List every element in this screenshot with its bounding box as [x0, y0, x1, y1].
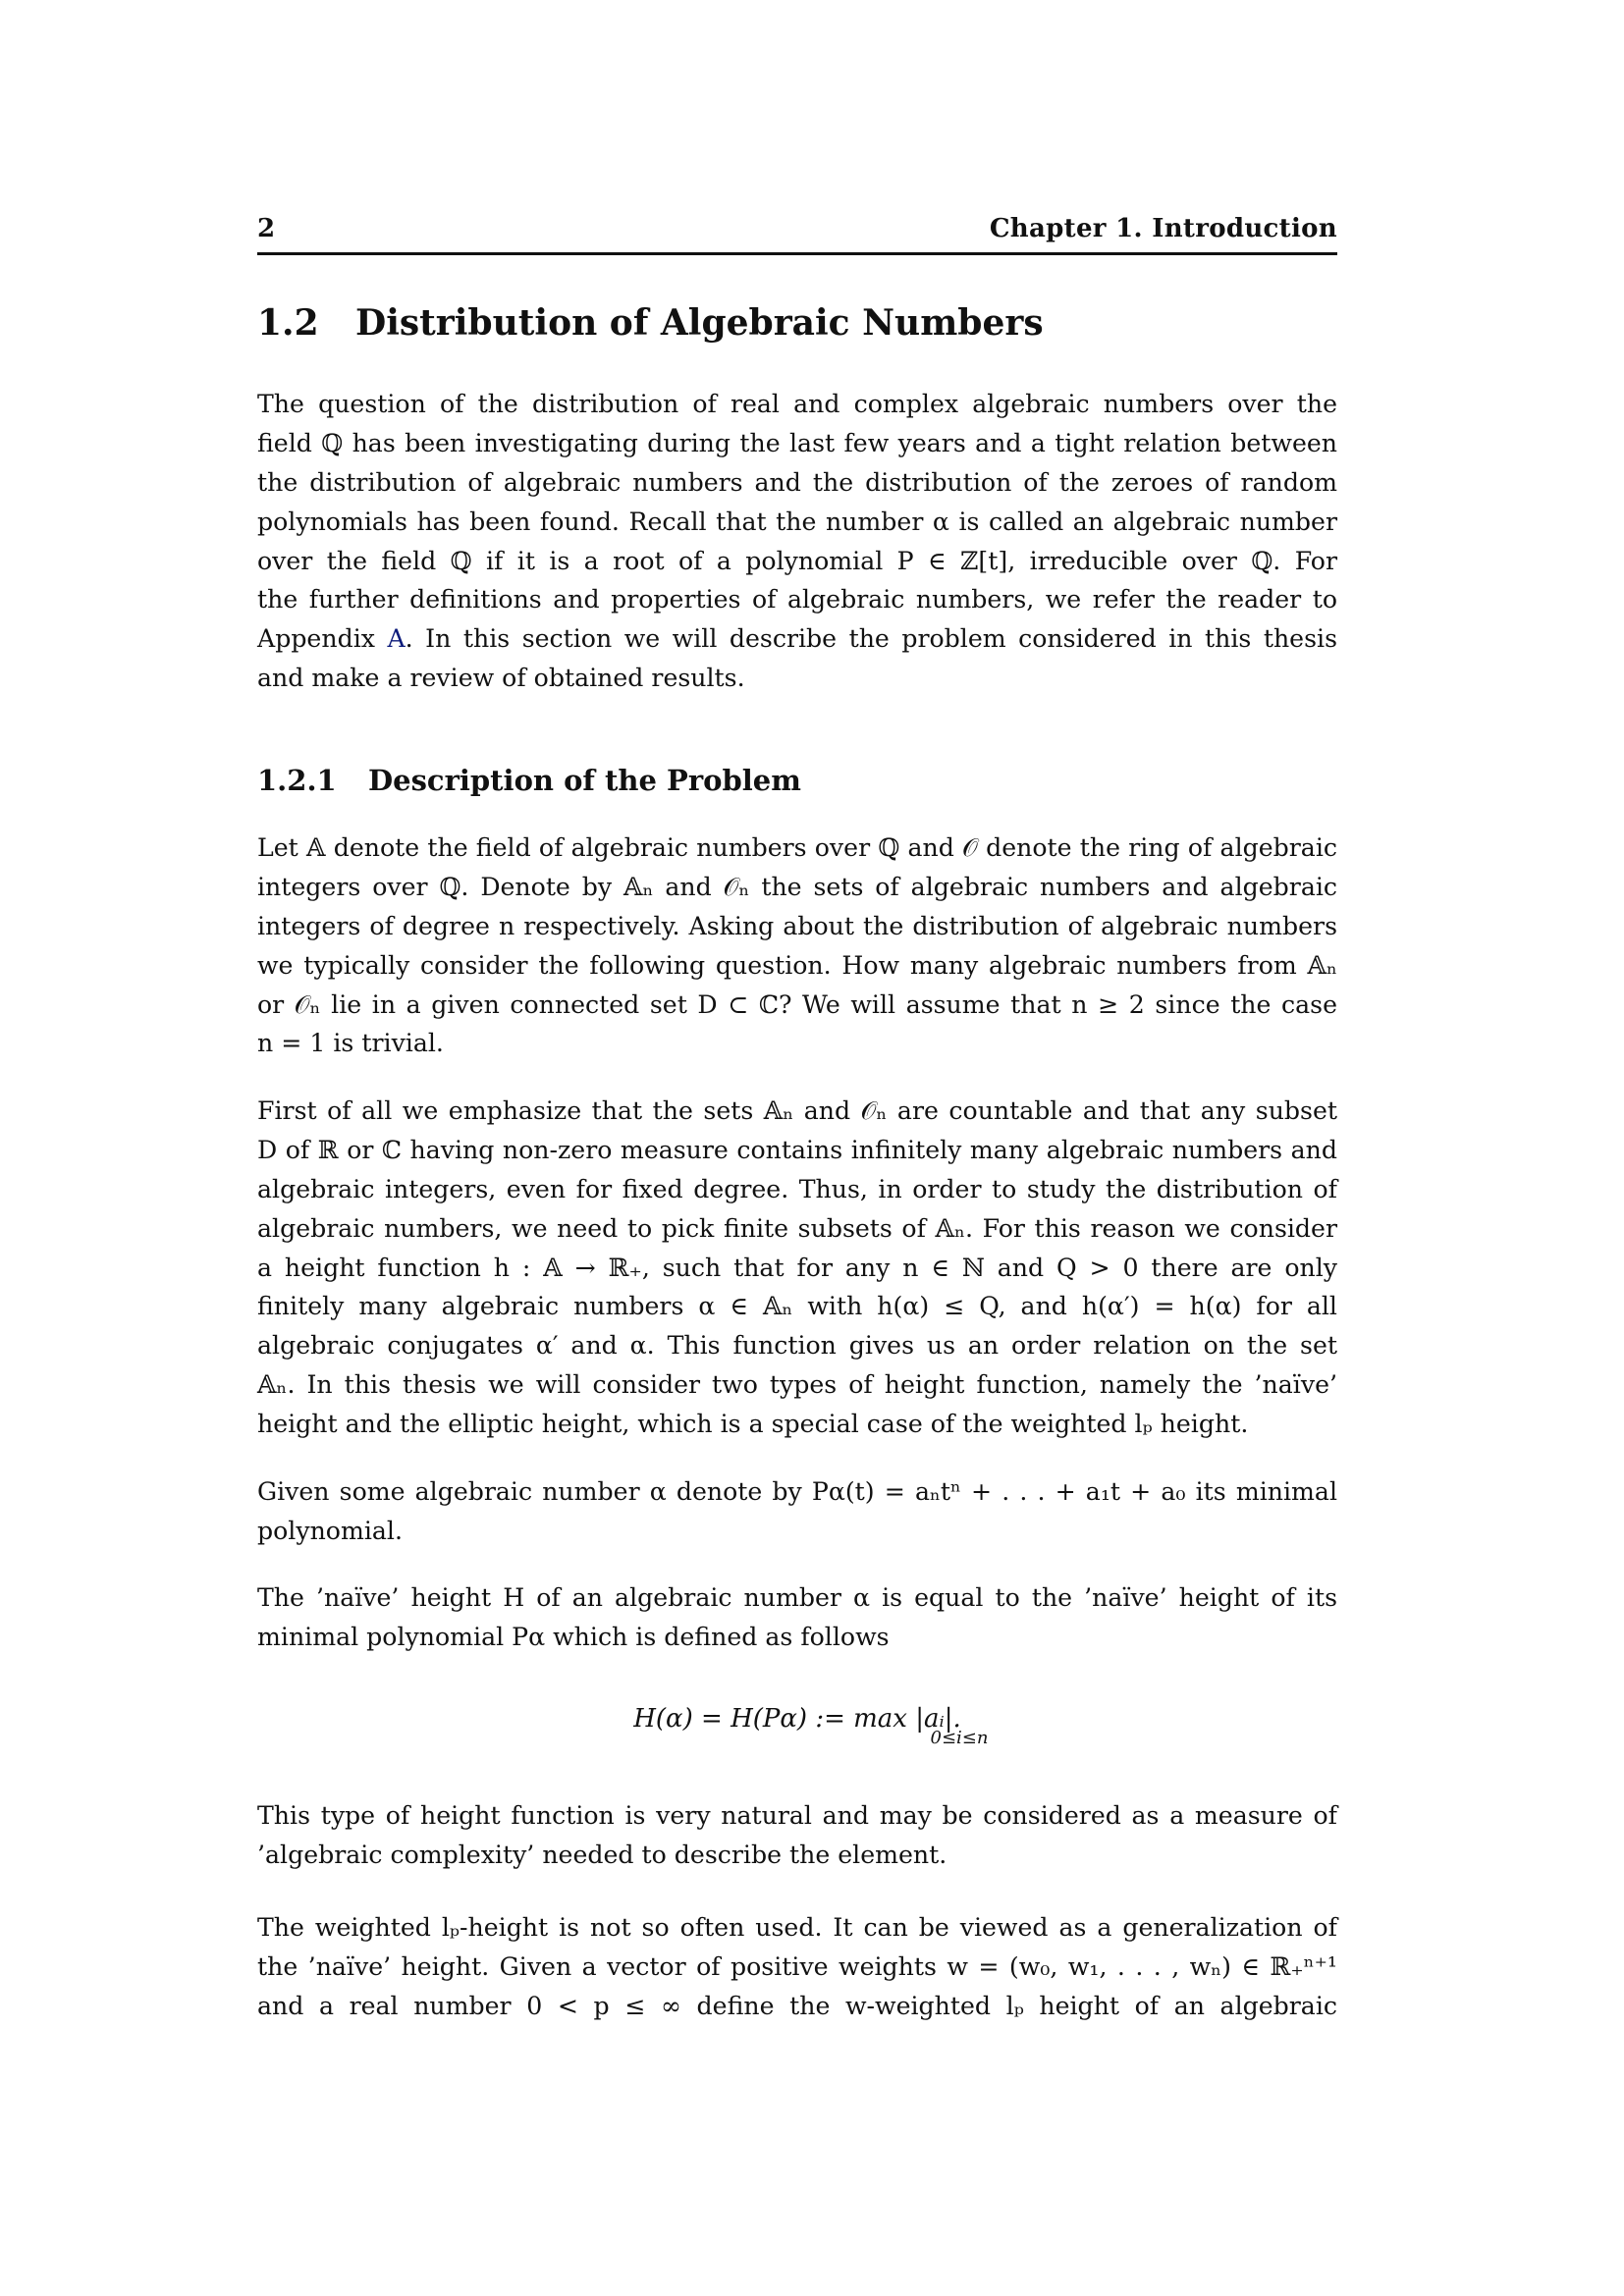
text-fragment: Appendix: [257, 624, 388, 654]
text-line: or 𝒪ₙ lie in a given connected set D ⊂ ℂ? We will assume that n ≥ 2 since the case: [257, 989, 1337, 1019]
text-line: The question of the distribution of real and complex algebraic numbers over the: [257, 390, 1337, 418]
paragraph: [257, 1472, 1337, 1551]
text-line: algebraic conjugates α′ and α. This function gives us an order relation on the set: [257, 1331, 1337, 1361]
text-line: 𝔸ₙ. In this thesis we will consider two types of height function, namely the ’naïve’: [257, 1370, 1337, 1400]
text-line: D of ℝ or ℂ having non-zero measure contains infinitely many algebraic numbers and: [257, 1135, 1337, 1164]
text-line: the distribution of algebraic numbers and the distribution of the zeroes of random: [257, 467, 1337, 497]
text-line: height and the elliptic height, which is a special case of the weighted lₚ height.: [257, 1410, 1249, 1439]
text-line: Let 𝔸 denote the field of algebraic numbers over ℚ and 𝒪 denote the ring of algebraic: [257, 833, 1337, 862]
text-line: ’algebraic complexity’ needed to describe the element.: [257, 1840, 947, 1869]
section-number: 1.2: [257, 302, 319, 344]
subsection-heading: [257, 764, 801, 797]
text-line: the ’naïve’ height. Given a vector of positive weights w = (w₀, w₁, . . . , wₙ) ∈ ℝ₊ⁿ⁺¹: [257, 1951, 1337, 1981]
text-line: algebraic integers, even for fixed degree. Thus, in order to study the distribution of: [257, 1174, 1337, 1203]
paragraph: [257, 828, 1337, 1063]
text-line: finitely many algebraic numbers α ∈ 𝔸ₙ with h(α) ≤ Q, and h(α′) = h(α) for all: [257, 1292, 1337, 1321]
section-title: Distribution of Algebraic Numbers: [355, 302, 1044, 344]
paragraph: [257, 1578, 1337, 1657]
intro-paragraph: [257, 385, 1337, 698]
text-line: algebraic numbers, we need to pick finite subsets of 𝔸ₙ. For this reason we consider: [257, 1213, 1337, 1243]
appendix-link[interactable]: A: [387, 624, 406, 654]
text-line: The ’naïve’ height H of an algebraic number α is equal to the ’naïve’ height of its: [257, 1583, 1337, 1612]
text-line: the further definitions and properties of algebraic numbers, we refer the reader to: [257, 585, 1337, 614]
text-line: over the field ℚ if it is a root of a polynomial P ∈ ℤ[t], irreducible over ℚ. For: [257, 546, 1337, 575]
subsection-number: 1.2.1: [257, 764, 337, 797]
text-line: a height function h : 𝔸 → ℝ₊, such that for any n ∈ ℕ and Q > 0 there are only: [257, 1253, 1337, 1282]
text-line: polynomials has been found. Recall that the number α is called an algebraic number: [257, 507, 1337, 536]
display-equation: [257, 1704, 1337, 1748]
running-header: [257, 214, 1337, 249]
text-line: field ℚ has been investigating during the last few years and a tight relation between: [257, 428, 1337, 457]
text-line: and a real number 0 < p ≤ ∞ define the w-weighted lₚ height of an algebraic: [257, 1991, 1337, 2020]
paragraph: [257, 1796, 1337, 1875]
text-line: and make a review of obtained results.: [257, 664, 745, 693]
paragraph: [257, 1092, 1337, 1444]
text-line: Given some algebraic number α denote by Pα(t) = aₙtⁿ + . . . + a₁t + a₀ its minimal: [257, 1477, 1337, 1506]
subsection-title: Description of the Problem: [368, 764, 801, 797]
header-rule: [257, 252, 1337, 255]
page-number: 2: [257, 214, 276, 243]
section-heading: [257, 302, 1044, 344]
text-line: n = 1 is trivial.: [257, 1029, 444, 1058]
chapter-title: Chapter 1. Introduction: [989, 214, 1337, 243]
text-line: minimal polynomial Pα which is defined as follows: [257, 1622, 890, 1651]
text-line: we typically consider the following question. How many algebraic numbers from 𝔸ₙ: [257, 950, 1337, 980]
text-line: First of all we emphasize that the sets 𝔸ₙ and 𝒪ₙ are countable and that any subset: [257, 1096, 1337, 1125]
equation-subscript: 0≤i≤n: [930, 1728, 989, 1748]
text-line: [257, 619, 1337, 659]
text-line: The weighted lₚ-height is not so often used. It can be viewed as a generalization of: [257, 1913, 1337, 1942]
text-line: This type of height function is very natural and may be considered as a measure of: [257, 1801, 1337, 1830]
equation-main: H(α) = H(Pα) := max |aᵢ|.: [633, 1704, 961, 1734]
text-line: polynomial.: [257, 1516, 403, 1545]
paragraph: [257, 1908, 1337, 2026]
text-fragment: . In this section we will describe the problem considered in this thesis: [405, 624, 1337, 654]
text-line: integers over ℚ. Denote by 𝔸ₙ and 𝒪ₙ the sets of algebraic numbers and algebraic: [257, 872, 1337, 901]
text-line: integers of degree n respectively. Asking about the distribution of algebraic numbers: [257, 911, 1337, 940]
